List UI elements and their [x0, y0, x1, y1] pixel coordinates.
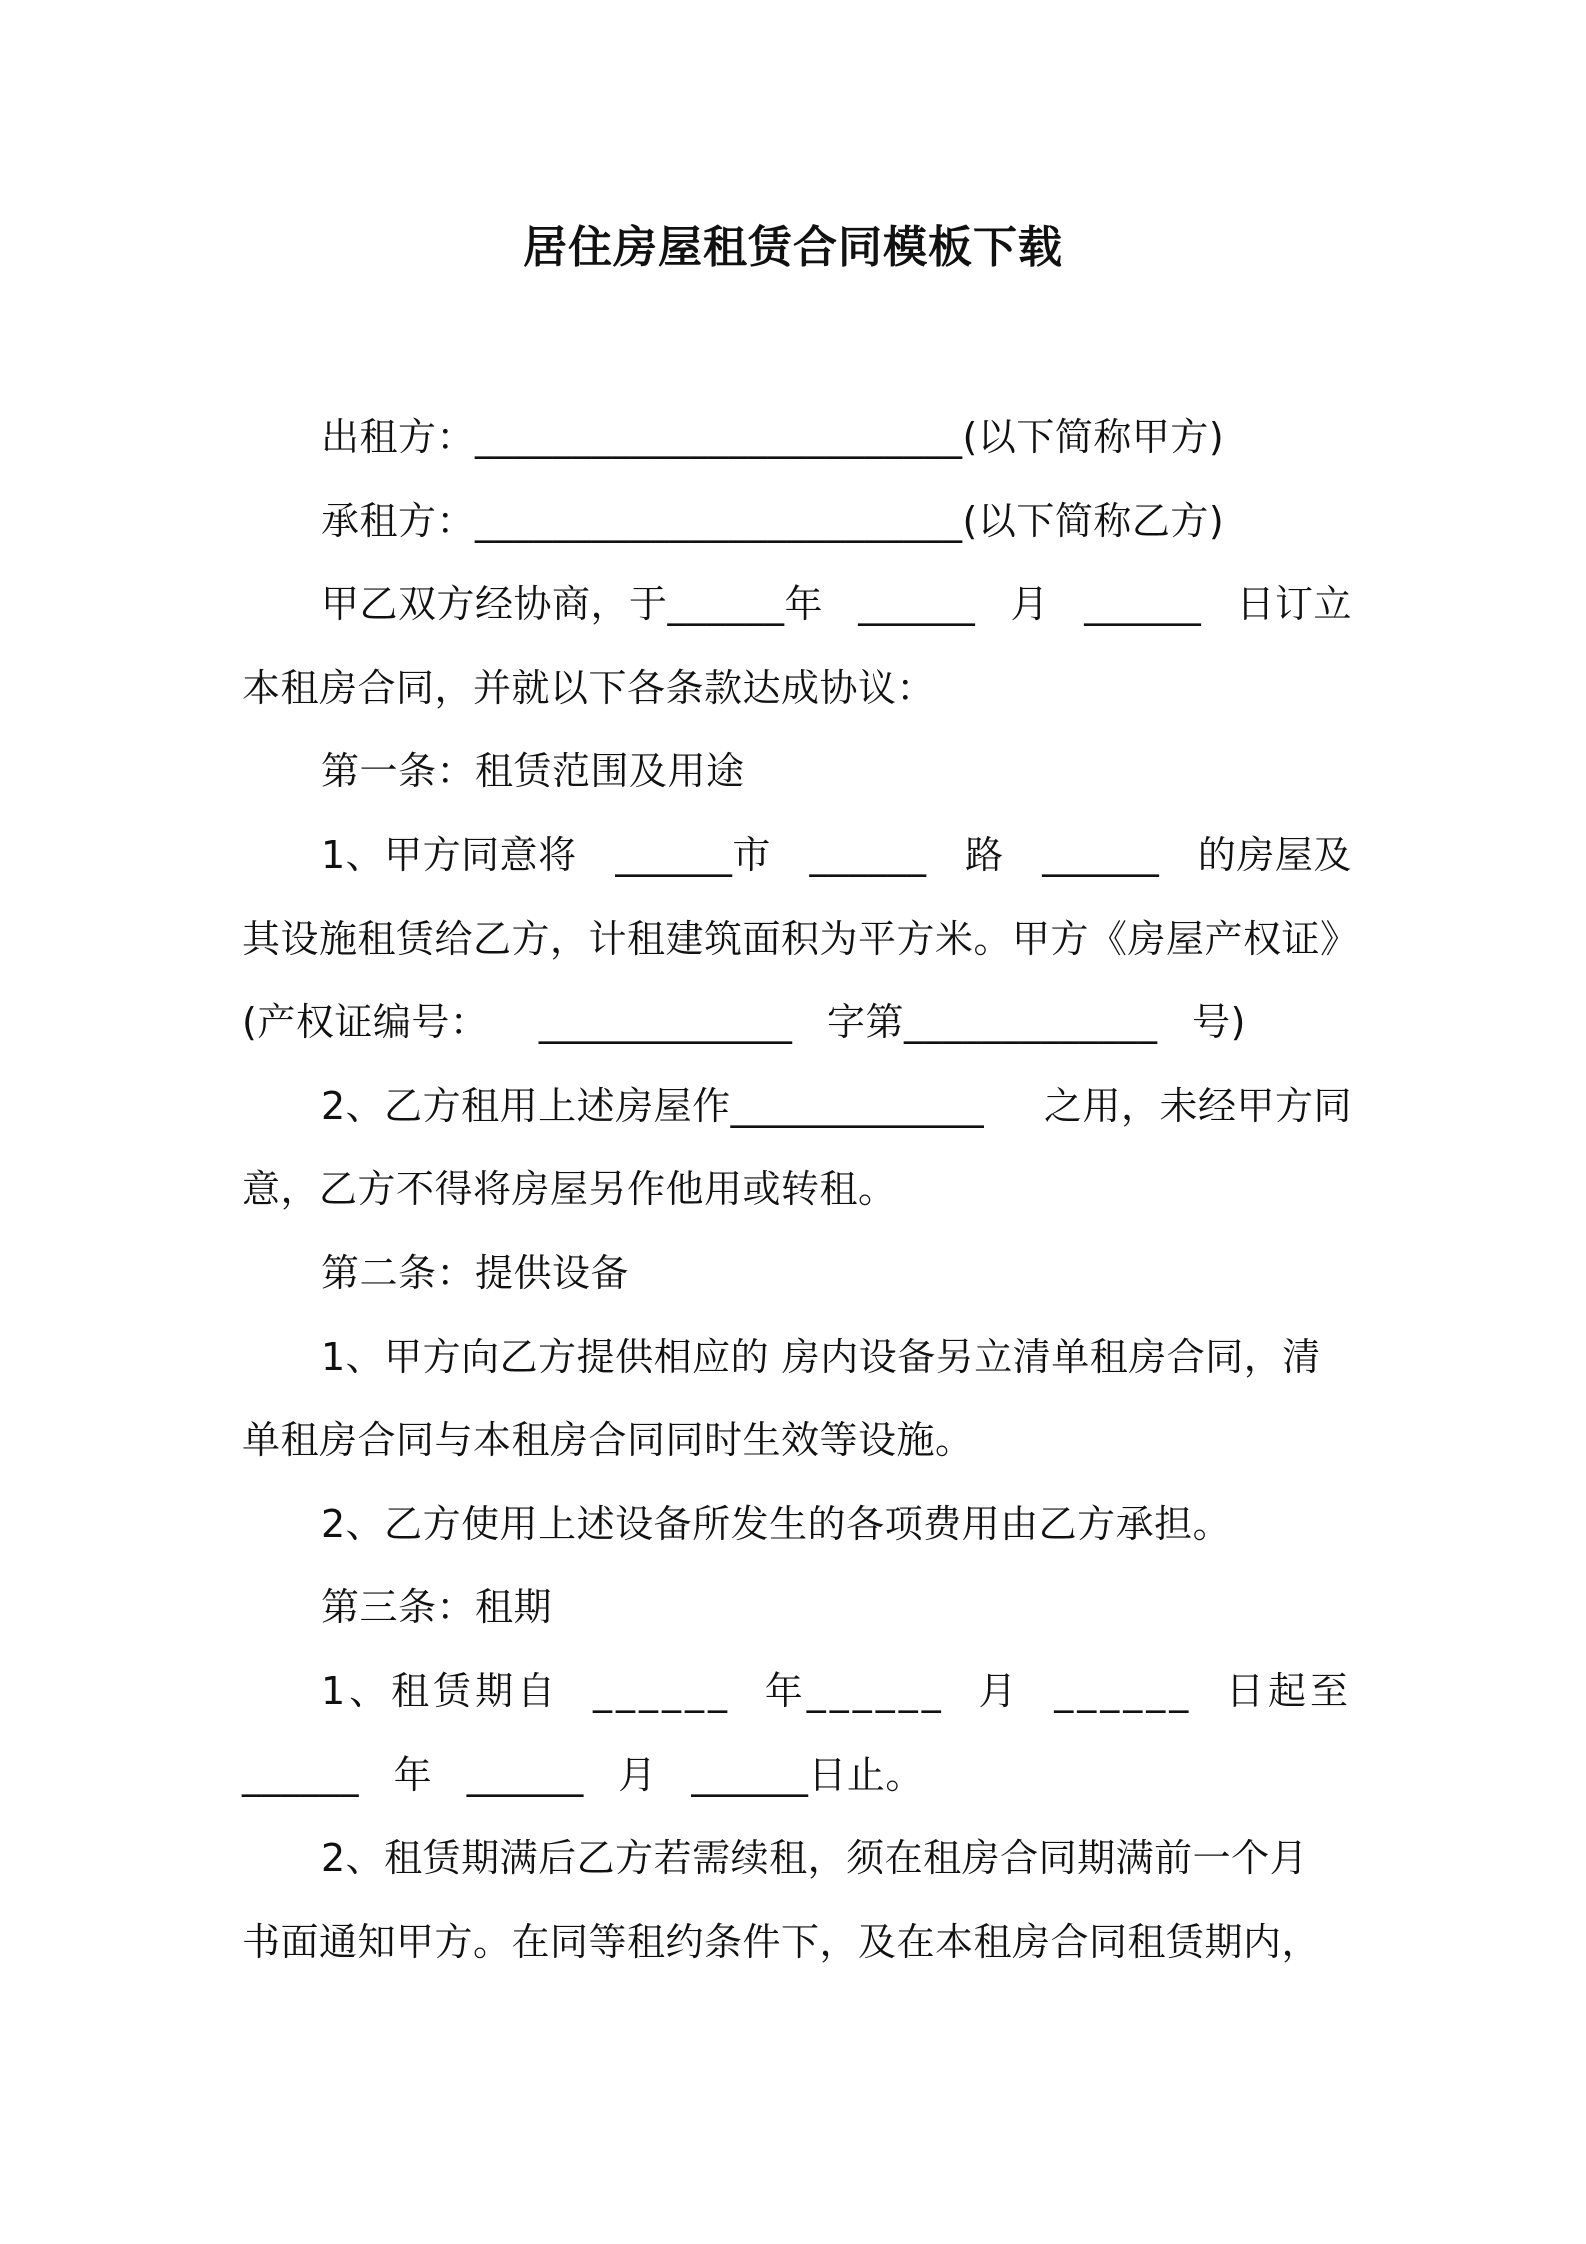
article-1-item-2-line-2: 意，乙方不得将房屋另作他用或转租。 [242, 1167, 897, 1212]
text-seg: 字第_____________ [827, 1000, 1158, 1045]
article-3-item-1-line-2 [242, 1734, 1352, 1818]
text-seg: ______市 [615, 832, 771, 877]
party-a-line: 出租方：_________________________(以下简称甲方) [321, 415, 1225, 459]
text-seg: _____________ [538, 1000, 793, 1045]
intro-line-2: 本租房合同，并就以下各条款达成协议： [242, 665, 936, 710]
article-2-item-2: 2、乙方使用上述设备所发生的各项费用由乙方承担。 [321, 1501, 1232, 1546]
intro-seg: ______ [1084, 582, 1202, 627]
text-seg: 的房屋及 [1197, 832, 1352, 877]
intro-seg: ______ [858, 582, 976, 627]
text-seg: 路 [965, 832, 1004, 877]
article-1-item-1-line-1 [242, 814, 1352, 898]
text-seg: ______ [592, 1668, 731, 1713]
text-seg: 2、乙方租用上述房屋作_____________ [321, 1083, 985, 1128]
document-body [242, 396, 1359, 1984]
text-seg: 1、甲方同意将 [321, 832, 577, 877]
article-2-item-1-line-2: 单租房合同与本租房合同同时生效等设施。 [242, 1418, 974, 1463]
article-2-heading: 第二条：提供设备 [321, 1250, 630, 1295]
text-seg: 月 [978, 1668, 1021, 1713]
party-b-line: 承租方：_________________________(以下简称乙方) [321, 498, 1225, 543]
intro-seg: 甲乙双方经协商，于______年 [321, 582, 824, 627]
text-seg: ______ [466, 1752, 584, 1797]
article-1-item-1-line-2: 其设施租赁给乙方，计租建筑面积为平方米。甲方《房屋产权证》 [242, 916, 1359, 961]
article-1-item-1-line-3 [242, 981, 1352, 1065]
text-seg: ______ [809, 832, 927, 877]
text-seg: ______日止。 [691, 1752, 924, 1797]
article-1-item-2-line-1 [242, 1065, 1352, 1149]
intro-seg: 日订立 [1236, 582, 1352, 627]
article-3-item-2-line-1: 2、租赁期满后乙方若需续租，须在租房合同期满前一个月 [321, 1836, 1309, 1881]
text-seg: 年 [393, 1752, 433, 1797]
text-seg: 日起至 [1225, 1668, 1352, 1713]
article-3-heading: 第三条：租期 [321, 1585, 553, 1630]
text-seg: ______ [1054, 1668, 1193, 1713]
article-3-item-1-line-1 [242, 1650, 1352, 1734]
text-seg: 号) [1192, 1000, 1246, 1045]
intro-seg: 月 [1010, 582, 1049, 627]
text-seg: 月 [618, 1752, 657, 1797]
article-3-item-2-line-2: 书面通知甲方。在同等租约条件下，及在本租房合同租赁期内， [242, 1919, 1321, 1964]
text-seg: ______ [242, 1752, 359, 1797]
text-seg: (产权证编号： [242, 1000, 489, 1045]
intro-line-1 [242, 563, 1352, 647]
text-seg: ______ [1042, 832, 1160, 877]
text-seg: 年______ [764, 1668, 945, 1713]
text-seg: 之用，未经甲方同 [1043, 1083, 1352, 1128]
article-2-item-1-line-1: 1、甲方向乙方提供相应的 房内设备另立清单租房合同，清 [321, 1334, 1321, 1379]
document-title: 居住房屋租赁合同模板下载 [523, 222, 1063, 273]
text-seg: 1、租赁期自 [321, 1668, 560, 1713]
article-1-heading: 第一条：租赁范围及用途 [321, 749, 745, 794]
